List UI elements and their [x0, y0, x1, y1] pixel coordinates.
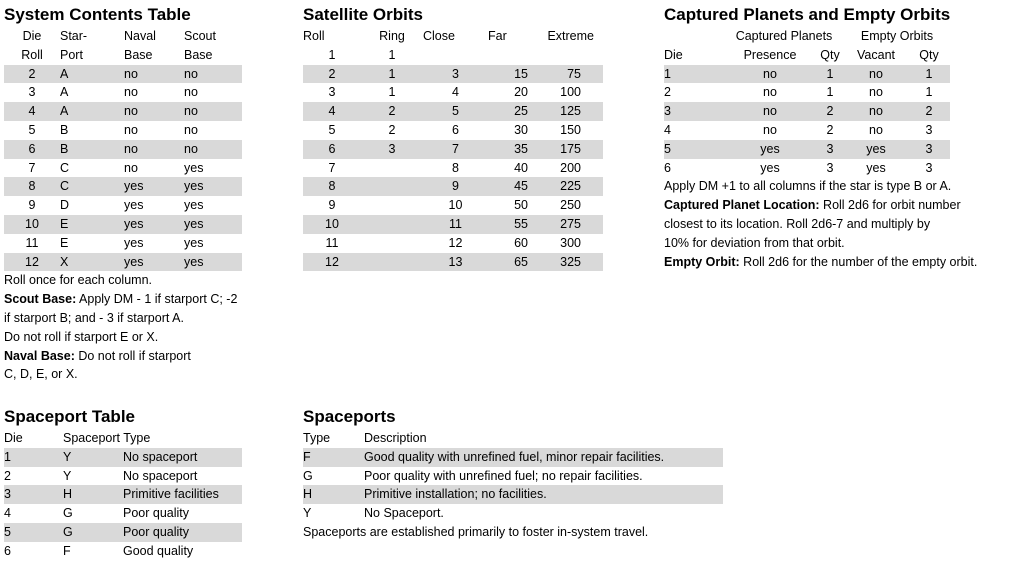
satellite-orbits-section: [303, 4, 603, 271]
cell: 10: [325, 216, 339, 231]
cell: F: [303, 449, 311, 464]
cell: 13: [448, 254, 463, 269]
table-row: [4, 121, 242, 140]
header-starport: Star-: [60, 29, 88, 43]
cell: no: [184, 85, 198, 100]
table-header-row: [664, 46, 950, 65]
header-roll: Roll: [303, 29, 325, 43]
scout-base-note-line: Do not roll if starport E or X.: [4, 329, 159, 344]
cell: A: [60, 66, 69, 81]
cell: H: [303, 487, 313, 502]
scout-base-note-line: if starport B; and - 3 if starport A.: [4, 310, 184, 325]
cell: G: [63, 506, 73, 521]
cell: 1: [328, 47, 336, 62]
table-row: [4, 504, 242, 523]
naval-base-note: [4, 347, 242, 366]
spaceports-table: [303, 429, 723, 523]
cell: Y: [63, 468, 72, 483]
cell: 125: [560, 104, 581, 119]
table-row: [4, 102, 242, 121]
cell: yes: [184, 254, 204, 269]
table-row: [4, 177, 242, 196]
table-row: [4, 65, 242, 84]
header-spacer: [664, 27, 724, 46]
table-row: [303, 177, 603, 196]
cell: 3: [328, 85, 336, 100]
cell: 3: [28, 85, 36, 100]
header-spaceport-type: Spaceport Type: [63, 431, 151, 445]
cell: [488, 46, 528, 65]
cell: 40: [514, 160, 528, 175]
table-row: [664, 140, 950, 159]
cell: 10: [448, 198, 463, 213]
table-row: [303, 65, 603, 84]
table-row: [4, 159, 242, 178]
cell: 275: [560, 216, 581, 231]
cell: A: [60, 104, 69, 119]
cell: X: [60, 254, 69, 269]
cell: 2: [826, 104, 834, 119]
cell: 3: [4, 487, 11, 502]
captured-location-text: Roll 2d6 for orbit number: [819, 198, 961, 213]
cell: yes: [124, 216, 144, 231]
scout-base-label: Scout Base:: [4, 292, 77, 307]
cell: 9: [452, 179, 459, 194]
naval-base-text: Do not roll if starport: [74, 348, 191, 363]
cell: 5: [328, 122, 336, 137]
table-row: [4, 83, 242, 102]
scout-base-text: Apply DM - 1 if starport C; -2: [76, 292, 238, 307]
table-row: [4, 485, 242, 504]
table-header-row: [303, 429, 723, 448]
cell: 7: [452, 141, 459, 156]
cell: 20: [514, 85, 528, 100]
header-type: Type: [303, 431, 331, 445]
cell: 200: [560, 160, 581, 175]
spaceport-table-section: [4, 406, 242, 561]
table-row: [4, 234, 242, 253]
cell: 1: [925, 85, 933, 100]
table-row: [664, 83, 950, 102]
cell: no: [184, 104, 198, 119]
cell: H: [63, 487, 73, 502]
cell: 35: [514, 141, 528, 156]
header-presence: Presence: [743, 47, 797, 62]
cell: 1: [388, 85, 396, 100]
cell: no: [763, 66, 777, 81]
cell: Good quality: [123, 543, 194, 558]
cell: C: [60, 179, 70, 194]
cell: 3: [826, 160, 834, 175]
header-vacant: Vacant: [857, 47, 895, 62]
cell: 1: [826, 85, 834, 100]
cell: yes: [184, 216, 204, 231]
cell: 6: [328, 141, 336, 156]
empty-orbit-note: [664, 253, 977, 272]
cell: yes: [866, 141, 886, 156]
cell: 11: [25, 235, 39, 250]
table-group-header-row: [664, 27, 950, 46]
cell: 12: [325, 254, 339, 269]
cell: 11: [449, 216, 462, 231]
table-row: [664, 65, 950, 84]
satellite-orbits-table: [303, 27, 603, 271]
table-row: [4, 448, 242, 467]
cell: 1: [4, 449, 11, 464]
empty-orbit-text: Roll 2d6 for the number of the empty orbit.: [739, 254, 978, 269]
cell: 2: [925, 104, 933, 119]
cell: no: [124, 66, 138, 81]
cell: 3: [664, 104, 671, 119]
satellite-orbits-title: Satellite Orbits: [303, 5, 423, 24]
cell: [423, 46, 488, 65]
cell: 5: [4, 524, 11, 539]
table-row: [4, 542, 242, 561]
header-captured-planets: Captured Planets: [735, 29, 833, 43]
cell: yes: [866, 160, 886, 175]
cell: 1: [826, 66, 834, 81]
table-row: [4, 140, 242, 159]
roll-note: Roll once for each column.: [4, 273, 152, 288]
cell: 6: [664, 160, 671, 175]
cell: no: [763, 104, 777, 119]
cell: yes: [124, 198, 144, 213]
header-description: Description: [364, 431, 427, 445]
cell: 6: [452, 122, 459, 137]
cell: 12: [25, 254, 39, 269]
cell: yes: [184, 235, 204, 250]
system-contents-section: [4, 4, 242, 384]
cell: 5: [664, 141, 671, 156]
cell: 4: [328, 104, 336, 119]
cell: 4: [664, 122, 671, 137]
header-base: Base: [184, 47, 213, 62]
table-row: [664, 102, 950, 121]
table-row: [303, 46, 603, 65]
cell: No spaceport: [123, 468, 198, 483]
cell: 1: [925, 66, 933, 81]
header-scout: Scout: [184, 29, 216, 43]
system-contents-title: System Contents Table: [4, 5, 191, 24]
cell: 6: [4, 543, 11, 558]
table-row: [4, 253, 242, 272]
cell: 3: [925, 122, 933, 137]
cell: no: [184, 122, 198, 137]
spaceport-table-title: Spaceport Table: [4, 407, 135, 426]
header-naval: Naval: [124, 29, 156, 43]
cell: 60: [514, 235, 528, 250]
spaceports-section: [303, 406, 723, 542]
cell: 12: [448, 235, 463, 250]
cell: 4: [452, 85, 459, 100]
cell: no: [124, 122, 138, 137]
cell: yes: [124, 235, 144, 250]
cell: C: [60, 160, 70, 175]
captured-planets-title: Captured Planets and Empty Orbits: [664, 5, 951, 24]
cell: 2: [4, 468, 11, 483]
cell: [361, 215, 423, 234]
header-die: Die: [664, 47, 683, 62]
captured-planets-section: [664, 4, 977, 271]
cell: E: [60, 235, 69, 250]
captured-location-note-line: closest to its location. Roll 2d6-7 and multiply by: [664, 216, 931, 231]
cell: yes: [760, 160, 780, 175]
cell: no: [869, 66, 883, 81]
cell: no: [763, 122, 777, 137]
cell: 4: [28, 104, 36, 119]
table-row: [4, 523, 242, 542]
cell: yes: [124, 254, 144, 269]
cell: D: [60, 198, 70, 213]
cell: 2: [28, 66, 36, 81]
dm-note: Apply DM +1 to all columns if the star is type B or A.: [664, 179, 952, 194]
cell: 250: [560, 198, 581, 213]
cell: 175: [560, 141, 581, 156]
table-header-row: [4, 27, 242, 46]
cell: yes: [124, 179, 144, 194]
cell: 3: [826, 141, 834, 156]
captured-planets-table: [664, 27, 950, 177]
cell: Poor quality with unrefined fuel; no repair facilities.: [364, 468, 643, 483]
cell: G: [63, 524, 73, 539]
cell: 5: [452, 104, 459, 119]
cell: [361, 159, 423, 178]
cell: B: [60, 122, 69, 137]
cell: yes: [184, 160, 204, 175]
table-header-row: [303, 27, 603, 46]
scout-base-note: [4, 290, 242, 309]
header-close: Close: [423, 29, 455, 43]
table-row: [303, 467, 723, 486]
cell: No spaceport: [123, 449, 198, 464]
cell: G: [303, 468, 313, 483]
cell: Primitive facilities: [123, 487, 219, 502]
naval-base-label: Naval Base:: [4, 348, 75, 363]
cell: 300: [560, 235, 581, 250]
cell: 3: [452, 66, 459, 81]
table-row: [303, 140, 603, 159]
header-roll: Roll: [21, 47, 43, 62]
cell: 50: [514, 198, 528, 213]
header-extreme: Extreme: [547, 29, 594, 43]
cell: 7: [328, 160, 336, 175]
cell: 225: [560, 179, 581, 194]
cell: 9: [328, 198, 336, 213]
table-row: [664, 159, 950, 178]
empty-orbit-label: Empty Orbit:: [664, 254, 740, 269]
header-die: Die: [4, 431, 23, 445]
cell: 2: [388, 104, 396, 119]
cell: no: [869, 85, 883, 100]
cell: no: [184, 141, 198, 156]
header-qty: Qty: [820, 47, 840, 62]
table-row: [303, 448, 723, 467]
table-row: [303, 253, 603, 272]
cell: 65: [514, 254, 528, 269]
header-qty: Qty: [919, 47, 939, 62]
cell: 55: [514, 216, 528, 231]
cell: Primitive installation; no facilities.: [364, 487, 547, 502]
cell: 1: [388, 47, 396, 62]
cell: No Spaceport.: [364, 506, 444, 521]
header-port: Port: [60, 47, 83, 62]
cell: [361, 253, 423, 272]
spaceport-table: [4, 429, 242, 561]
cell: 1: [388, 66, 396, 81]
cell: no: [869, 122, 883, 137]
cell: 75: [567, 66, 581, 81]
cell: no: [184, 66, 198, 81]
spaceports-note: Spaceports are established primarily to foster in-system travel.: [303, 524, 649, 539]
header-die: Die: [22, 29, 42, 43]
table-row: [303, 102, 603, 121]
table-header-row: [4, 46, 242, 65]
cell: [361, 196, 423, 215]
cell: 15: [514, 66, 528, 81]
cell: B: [60, 141, 69, 156]
table-row: [303, 504, 723, 523]
table-row: [303, 485, 723, 504]
cell: Poor quality: [123, 524, 190, 539]
cell: 2: [664, 85, 671, 100]
cell: 8: [452, 160, 459, 175]
captured-location-note: [664, 196, 977, 215]
table-row: [303, 121, 603, 140]
header-far: Far: [488, 29, 507, 43]
system-contents-table: [4, 27, 242, 271]
table-row: [303, 83, 603, 102]
table-row: [4, 467, 242, 486]
cell: 3: [388, 141, 396, 156]
cell: 3: [925, 160, 933, 175]
cell: 30: [514, 122, 528, 137]
cell: yes: [184, 198, 204, 213]
table-row: [303, 196, 603, 215]
captured-location-note-line: 10% for deviation from that orbit.: [664, 235, 845, 250]
cell: Y: [303, 506, 312, 521]
cell: 7: [28, 160, 36, 175]
cell: 2: [328, 66, 336, 81]
cell: 5: [28, 122, 36, 137]
table-row: [4, 196, 242, 215]
table-row: [664, 121, 950, 140]
cell: E: [60, 216, 69, 231]
naval-base-note-line: C, D, E, or X.: [4, 367, 78, 382]
cell: 45: [514, 179, 528, 194]
cell: [528, 46, 603, 65]
cell: 8: [328, 179, 336, 194]
cell: Poor quality: [123, 506, 190, 521]
cell: yes: [760, 141, 780, 156]
cell: 25: [514, 104, 528, 119]
cell: no: [869, 104, 883, 119]
cell: 4: [4, 506, 11, 521]
cell: no: [124, 85, 138, 100]
cell: 2: [826, 122, 834, 137]
cell: no: [124, 160, 138, 175]
cell: no: [124, 141, 138, 156]
header-empty-orbits: Empty Orbits: [860, 29, 934, 43]
cell: no: [124, 104, 138, 119]
captured-location-label: Captured Planet Location:: [664, 198, 820, 213]
cell: 6: [28, 141, 36, 156]
cell: 150: [560, 122, 581, 137]
cell: Good quality with unrefined fuel, minor repair facilities.: [364, 449, 665, 464]
cell: 3: [925, 141, 933, 156]
table-row: [303, 159, 603, 178]
header-base: Base: [124, 47, 153, 62]
table-row: [4, 215, 242, 234]
cell: 11: [325, 235, 339, 250]
cell: A: [60, 85, 69, 100]
cell: F: [63, 543, 71, 558]
cell: [361, 177, 423, 196]
table-row: [303, 234, 603, 253]
header-ring: Ring: [379, 29, 405, 43]
spaceports-title: Spaceports: [303, 407, 396, 426]
cell: 2: [388, 122, 396, 137]
cell: 100: [560, 85, 581, 100]
cell: no: [763, 85, 777, 100]
cell: Y: [63, 449, 72, 464]
cell: 9: [28, 198, 36, 213]
table-row: [303, 215, 603, 234]
cell: [361, 234, 423, 253]
cell: 1: [664, 66, 671, 81]
cell: 325: [560, 254, 581, 269]
cell: 10: [25, 216, 39, 231]
table-header-row: [4, 429, 242, 448]
cell: yes: [184, 179, 204, 194]
cell: 8: [28, 179, 36, 194]
